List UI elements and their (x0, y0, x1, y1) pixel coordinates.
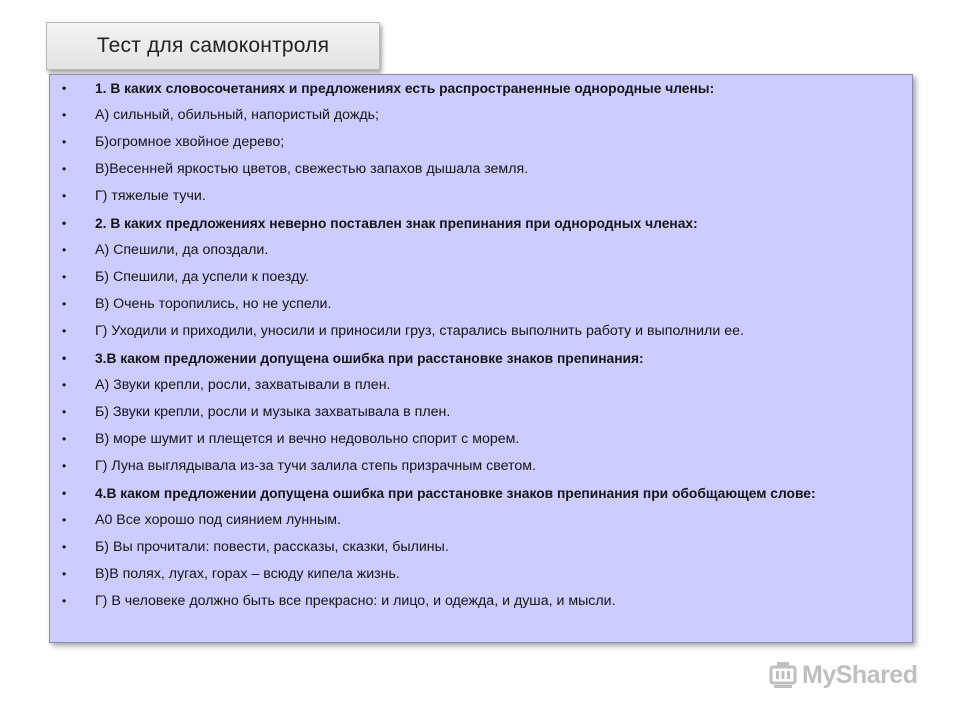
item-text: А) сильный, обильный, напористый дождь; (95, 107, 379, 123)
item-text: 1. В каких словосочетаниях и предложениях есть распространенные однородные члены: (95, 81, 715, 96)
answer-option (50, 566, 912, 583)
bullet-icon: • (62, 243, 67, 257)
answer-option (50, 107, 912, 124)
question-item (50, 485, 912, 502)
item-text: 4.В каком предложении допущена ошибка при расстановке знаков препинания при обобщающем слове: (95, 486, 816, 501)
answer-option (50, 161, 912, 178)
bullet-icon: • (62, 81, 67, 95)
bullet-icon: • (62, 270, 67, 284)
item-text: В) Очень торопились, но не успели. (95, 296, 332, 312)
myshared-logo-icon (768, 659, 798, 691)
answer-option (50, 188, 912, 205)
slide-title: Тест для самоконтроля (96, 34, 330, 57)
bullet-icon: • (62, 189, 67, 203)
item-text: А0 Все хорошо под сиянием лунным. (95, 512, 341, 528)
answer-option (50, 539, 912, 556)
item-text: Б)огромное хвойное дерево; (95, 134, 285, 150)
item-text: В)В полях, лугах, горах – всюду кипела жизнь. (95, 566, 400, 582)
watermark-text: MyShared (802, 660, 918, 689)
question-item (50, 80, 912, 97)
bullet-icon: • (62, 162, 67, 176)
answer-option (50, 296, 912, 313)
bullet-icon: • (62, 378, 67, 392)
answer-option (50, 242, 912, 259)
bullet-icon: • (62, 216, 67, 230)
item-text: Г) Луна выглядывала из-за тучи залила степь призрачным светом. (95, 458, 536, 474)
bullet-icon: • (62, 513, 67, 527)
item-text: Г) Уходили и приходили, уносили и приносили груз, старались выполнить работу и выполнили ее. (95, 323, 744, 339)
item-text: 3.В каком предложении допущена ошибка при расстановке знаков препинания: (95, 351, 644, 366)
bullet-icon: • (62, 351, 67, 365)
bullet-icon: • (62, 135, 67, 149)
answer-option (50, 377, 912, 394)
answer-option (50, 431, 912, 448)
item-text: В) море шумит и плещется и вечно недовольно спорит с морем. (95, 431, 520, 447)
test-question-list (50, 75, 912, 610)
bullet-icon: • (62, 432, 67, 446)
question-item (50, 350, 912, 367)
answer-option (50, 323, 912, 340)
myshared-watermark (768, 657, 917, 693)
item-text: Б) Звуки крепли, росли и музыка захватывала в плен. (95, 404, 451, 420)
answer-option (50, 593, 912, 610)
bullet-icon: • (62, 567, 67, 581)
test-content-box (49, 74, 913, 643)
item-text: Б) Спешили, да успели к поезду. (95, 269, 309, 285)
answer-option (50, 512, 912, 529)
answer-option (50, 404, 912, 421)
bullet-icon: • (62, 405, 67, 419)
slide-title-box (46, 22, 380, 70)
answer-option (50, 269, 912, 286)
question-item (50, 215, 912, 232)
item-text: Б) Вы прочитали: повести, рассказы, сказки, былины. (95, 539, 449, 555)
bullet-icon: • (62, 459, 67, 473)
bullet-icon: • (62, 540, 67, 554)
item-text: В)Весенней яркостью цветов, свежестью запахов дышала земля. (95, 161, 529, 177)
item-text: А) Звуки крепли, росли, захватывали в плен. (95, 377, 391, 393)
bullet-icon: • (62, 324, 67, 338)
answer-option (50, 134, 912, 151)
bullet-icon: • (62, 594, 67, 608)
bullet-icon: • (62, 486, 67, 500)
item-text: Г) тяжелые тучи. (95, 188, 206, 204)
bullet-icon: • (62, 297, 67, 311)
item-text: А) Спешили, да опоздали. (95, 242, 269, 258)
bullet-icon: • (62, 108, 67, 122)
item-text: 2. В каких предложениях неверно поставлен знак препинания при однородных членах: (95, 216, 698, 231)
answer-option (50, 458, 912, 475)
item-text: Г) В человеке должно быть все прекрасно: и лицо, и одежда, и душа, и мысли. (95, 593, 616, 609)
